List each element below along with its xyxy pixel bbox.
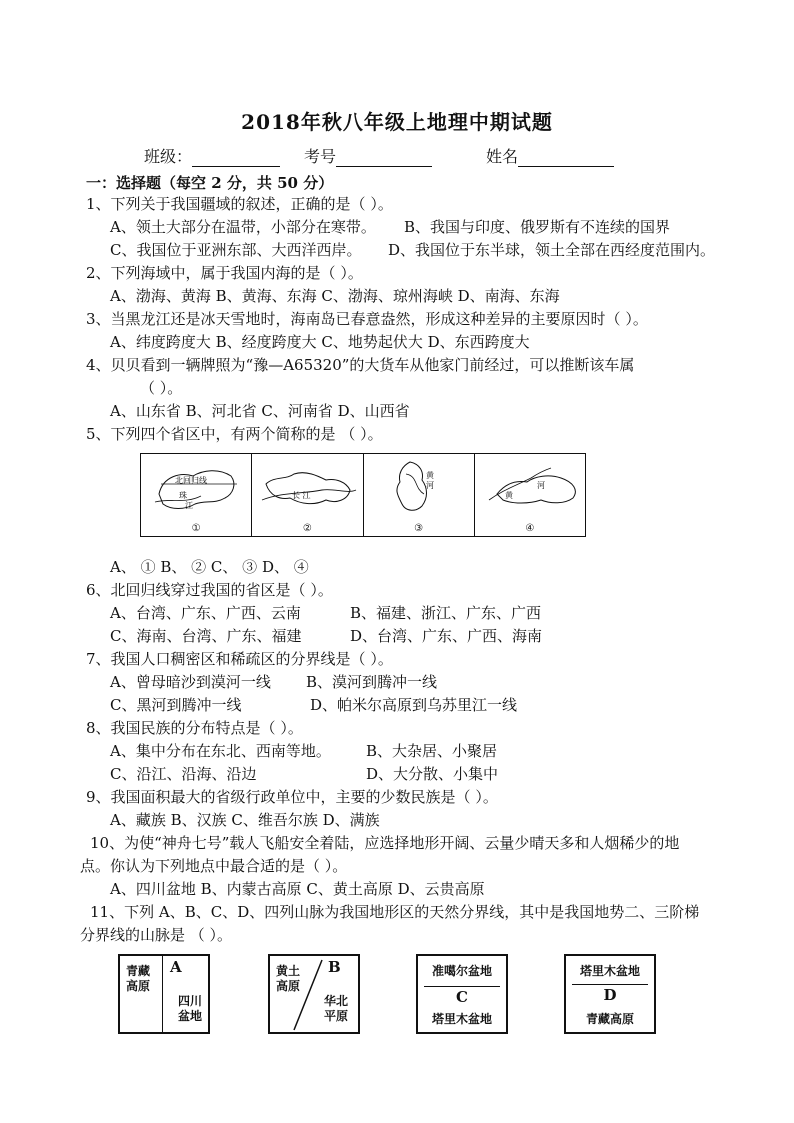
map-1-label-zhu: 珠 (179, 491, 187, 500)
exam-no-label: 考号 (304, 147, 337, 166)
map-3-outline (364, 454, 474, 524)
map-1-number: ① (191, 523, 201, 534)
box-c-letter: C (456, 988, 468, 1006)
box-b-region-br-1: 华北 (324, 994, 349, 1008)
q2-stem: 2、下列海域中，属于我国内海的是（ ）。 (86, 264, 363, 282)
q1-option-d: D、我国位于东半球，领土全部在西经度范围内。 (388, 241, 716, 259)
q4-stem: 4、贝贝看到一辆牌照为“豫—A65320”的大货车从他家门前经过，可以推断该车属 (86, 356, 635, 374)
name-field (486, 144, 614, 167)
map-1-label-tropic: 北回归线 (175, 476, 207, 485)
q8-stem: 8、我国民族的分布特点是（ ）。 (86, 719, 303, 737)
q1-option-b: B、我国与印度、俄罗斯有不连续的国界 (404, 218, 671, 236)
page-title: 2018年秋八年级上地理中期试题 (241, 110, 553, 134)
diagram-box-d (564, 954, 656, 1034)
q3-stem: 3、当黑龙江还是冰天雪地时，海南岛已春意盎然，形成这种差异的主要原因时（ ）。 (86, 310, 648, 328)
class-field (144, 144, 280, 167)
q7-option-a: A、曾母暗沙到漠河一线 (110, 673, 271, 691)
map-4 (475, 454, 585, 536)
q4-stem-cont: （ ）。 (140, 379, 183, 397)
q1-stem: 1、下列关于我国疆域的叙述，正确的是（ ）。 (86, 195, 393, 213)
q8-option-c: C、沿江、沿海、沿边 (110, 765, 257, 783)
q10-stem: 10、为使“神舟七号”载人飞船安全着陆，应选择地形开阔、云量少晴天多和人烟稀少的地 (90, 834, 680, 852)
q10-options: A、四川盆地 B、内蒙古高原 C、黄土高原 D、云贵高原 (110, 880, 485, 898)
q11-stem: 11、下列 A、B、C、D、四列山脉为我国地形区的天然分界线，其中是我国地势二、三阶梯 (90, 903, 700, 921)
class-label: 班级： (144, 147, 193, 166)
box-d-region-bottom: 青藏高原 (585, 1012, 634, 1026)
map-3-number: ③ (414, 523, 424, 534)
map-2-label: 长 江 (292, 491, 311, 500)
q2-options: A、渤海、黄海 B、黄海、东海 C、渤海、琼州海峡 D、南海、东海 (110, 287, 560, 305)
map-1-outline (141, 454, 251, 524)
box-d-divider (572, 984, 648, 985)
box-a-letter: A (170, 958, 182, 976)
q8-option-d: D、大分散、小集中 (366, 765, 499, 783)
q6-stem: 6、北回归线穿过我国的省区是（ ）。 (86, 581, 333, 599)
q7-option-d: D、帕米尔高原到乌苏里江一线 (310, 696, 518, 714)
box-a-region-tl-2: 高原 (126, 979, 151, 993)
q7-stem: 7、我国人口稠密区和稀疏区的分界线是（ ）。 (86, 650, 393, 668)
q3-options: A、纬度跨度大 B、经度跨度大 C、地势起伏大 D、东西跨度大 (110, 333, 530, 351)
exam-no-field (304, 144, 432, 167)
q9-options: A、藏族 B、汉族 C、维吾尔族 D、满族 (110, 811, 380, 829)
q9-stem: 9、我国面积最大的省级行政单位中，主要的少数民族是（ ）。 (86, 788, 498, 806)
q7-option-b: B、漠河到腾冲一线 (306, 673, 438, 691)
map-4-label-a: 黄 (504, 491, 513, 500)
name-blank (518, 152, 614, 167)
map-1-label-jiang: 江 (185, 501, 193, 510)
q10-stem-cont: 点。你认为下列地点中最合适的是（ ）。 (80, 857, 348, 875)
exam-no-blank (336, 152, 432, 167)
q7-option-c: C、黑河到腾冲一线 (110, 696, 242, 714)
diagram-box-a (118, 954, 210, 1034)
section-heading: 一：选择题（每空 2 分，共 50 分） (86, 174, 334, 192)
box-d-letter: D (603, 986, 617, 1004)
map-1 (141, 454, 252, 536)
map-2-number: ② (302, 523, 312, 534)
box-c-divider (424, 986, 500, 987)
map-3 (364, 454, 475, 536)
box-c-region-top: 准噶尔盆地 (431, 964, 492, 978)
province-maps (140, 453, 586, 537)
q5-options: A、 ① B、 ② C、 ③ D、 ④ (110, 558, 309, 576)
map-2-outline (252, 454, 362, 524)
q8-option-b: B、大杂居、小聚居 (366, 742, 498, 760)
map-4-outline (475, 454, 585, 524)
name-label: 姓名 (486, 147, 519, 166)
box-b-region-tl-1: 黄土 (276, 964, 301, 978)
box-b-region-tl-2: 高原 (276, 979, 301, 993)
box-d-region-top: 塔里木盆地 (579, 964, 640, 978)
q6-option-d: D、台湾、广东、广西、海南 (350, 627, 543, 645)
diagram-box-b (268, 954, 360, 1034)
class-blank (192, 152, 280, 167)
box-b-region-br-2: 平原 (324, 1009, 349, 1023)
box-a-region-tl-1: 青藏 (126, 964, 151, 978)
q1-option-c: C、我国位于亚洲东部、大西洋西岸。 (110, 241, 362, 259)
q6-option-c: C、海南、台湾、广东、福建 (110, 627, 302, 645)
q11-stem-cont: 分界线的山脉是 （ ）。 (80, 926, 233, 944)
diagram-box-c (416, 954, 508, 1034)
q1-option-a: A、领土大部分在温带，小部分在寒带。 (110, 218, 376, 236)
map-4-label-b: 河 (536, 481, 545, 490)
box-a-region-br-2: 盆地 (178, 1009, 203, 1023)
q6-option-b: B、福建、浙江、广东、广西 (350, 604, 542, 622)
q5-stem: 5、下列四个省区中，有两个简称的是 （ ）。 (86, 425, 383, 443)
q4-options: A、山东省 B、河北省 C、河南省 D、山西省 (110, 402, 410, 420)
map-4-number: ④ (525, 523, 535, 534)
q6-option-a: A、台湾、广东、广西、云南 (110, 604, 301, 622)
box-c-region-bottom: 塔里木盆地 (431, 1012, 492, 1026)
q8-option-a: A、集中分布在东北、西南等地。 (110, 742, 331, 760)
box-b-letter: B (328, 958, 341, 976)
box-a-divider (162, 956, 163, 1032)
map-2 (252, 454, 363, 536)
map-3-label-a: 黄 (425, 471, 434, 480)
box-a-region-br-1: 四川 (178, 994, 203, 1008)
map-3-label-b: 河 (425, 481, 434, 490)
